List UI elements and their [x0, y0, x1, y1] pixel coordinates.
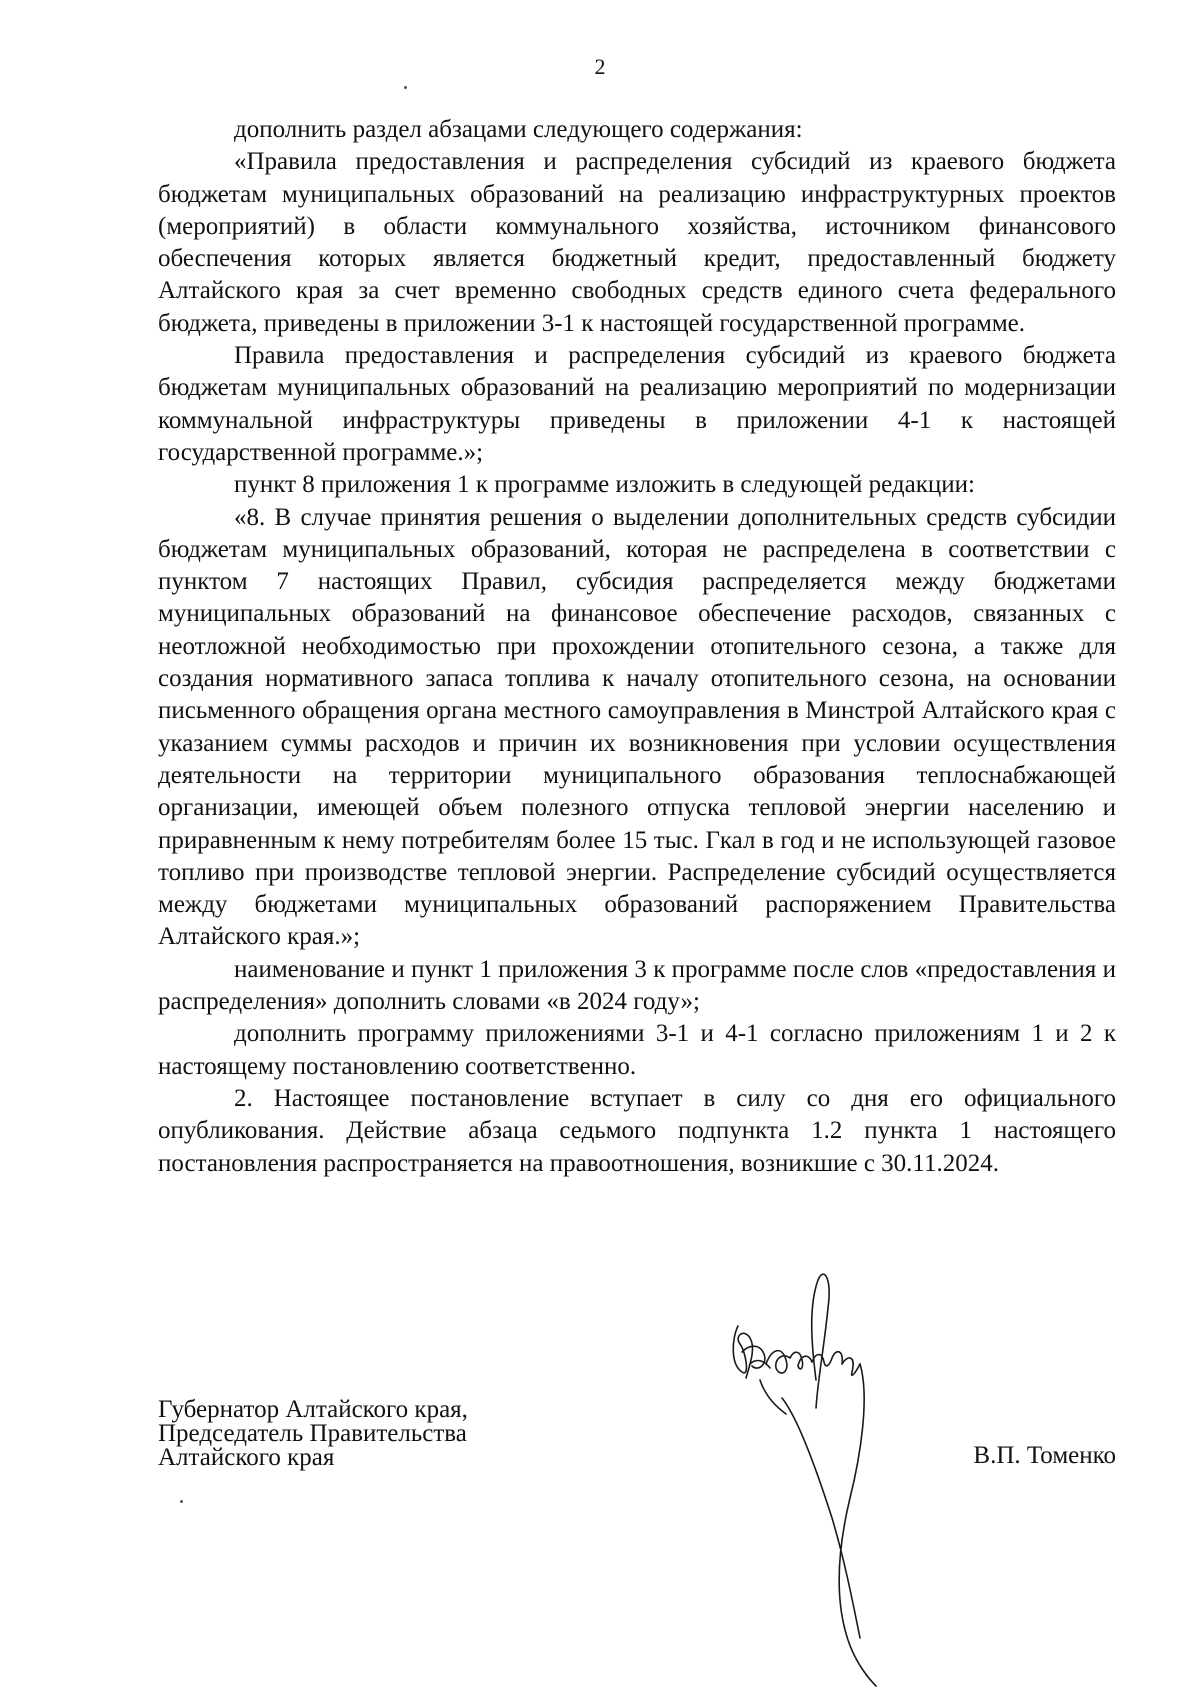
paragraph-rules-modernization: Правила предоставления и распределения субсидий из краевого бюджета бюджетам муниципальных образований на реализацию мероприятий по модернизации коммунальной инфраструктуры приведены в приложении 4-1 к настоящей государственной программе.»;: [158, 342, 1116, 466]
paragraph-rules-infrastructure: «Правила предоставления и распределения субсидий из краевого бюджета бюджетам муниципальных образований на реализацию инфраструктурных проектов (мероприятий) в области коммунального хозяйства, источником финансового обеспечения которых является бюджетный кредит, предоставленный бюджету Алтайского края за счет временно свободных средств единого счета федерального бюджета, приведены в приложении 3-1 к настоящей государственной программе.: [158, 148, 1116, 337]
paragraph-supplement-intro: дополнить раздел абзацами следующего содержания:: [234, 116, 803, 143]
signer-position-line: Алтайского края: [158, 1444, 335, 1471]
scan-speck: [180, 1500, 183, 1503]
document-body: [158, 114, 1116, 1180]
paragraph-entry-into-force: 2. Настоящее постановление вступает в силу со дня его официального опубликования. Действие абзаца седьмого подпункта 1.2 пункта 1 настоящего постановления распространяется на правоотношения, возникшие с 30.11.2024.: [158, 1084, 1116, 1177]
signer-name: В.П. Томенко: [973, 1442, 1116, 1469]
handwritten-signature: [720, 1268, 950, 1688]
signer-position-line: Губернатор Алтайского края,: [158, 1396, 468, 1423]
signer-position-line: Председатель Правительства: [158, 1420, 467, 1447]
scan-speck: [404, 86, 407, 89]
page-number: 2: [594, 54, 606, 79]
paragraph-point-8-intro: пункт 8 приложения 1 к программе изложить в следующей редакции:: [234, 471, 975, 499]
signature-stroke-drawing: [720, 1268, 950, 1688]
paragraph-point-8-text: «8. В случае принятия решения о выделении дополнительных средств субсидии бюджетам муниципальных образований, которая не распределена в соответствии с пунктом 7 настоящих Правил, субсидия распределяется между бюджетами муниципальных образований на финансовое обеспечение расходов, связанных с неотложной необходимостью при прохождении отопительного сезона, а также для создания нормативного запаса топлива к началу отопительного сезона, на основании письменного обращения органа местного самоуправления в Минстрой Алтайского края с указанием суммы расходов и причин их возникновения при условии осуществления деятельности на территории муниципального образования теплоснабжающей организации, имеющей объем полезного отпуска тепловой энергии населению и приравненным к нему потребителям более 15 тыс. Гкал в год и не использующей газовое топливо при производстве тепловой энергии. Распределение субсидий осуществляется между бюджетами муниципальных образований распоряжением Правительства Алтайского края.»;: [158, 503, 1116, 951]
paragraph-add-appendices: дополнить программу приложениями 3-1 и 4-1 согласно приложениям 1 и 2 к настоящему постановлению соответственно.: [158, 1020, 1116, 1080]
paragraph-appendix-3-name: наименование и пункт 1 приложения 3 к программе после слов «предоставления и распределения» дополнить словами «в 2024 году»;: [158, 955, 1116, 1016]
signer-position: [158, 1398, 468, 1470]
signature-block: [158, 1398, 1116, 1518]
